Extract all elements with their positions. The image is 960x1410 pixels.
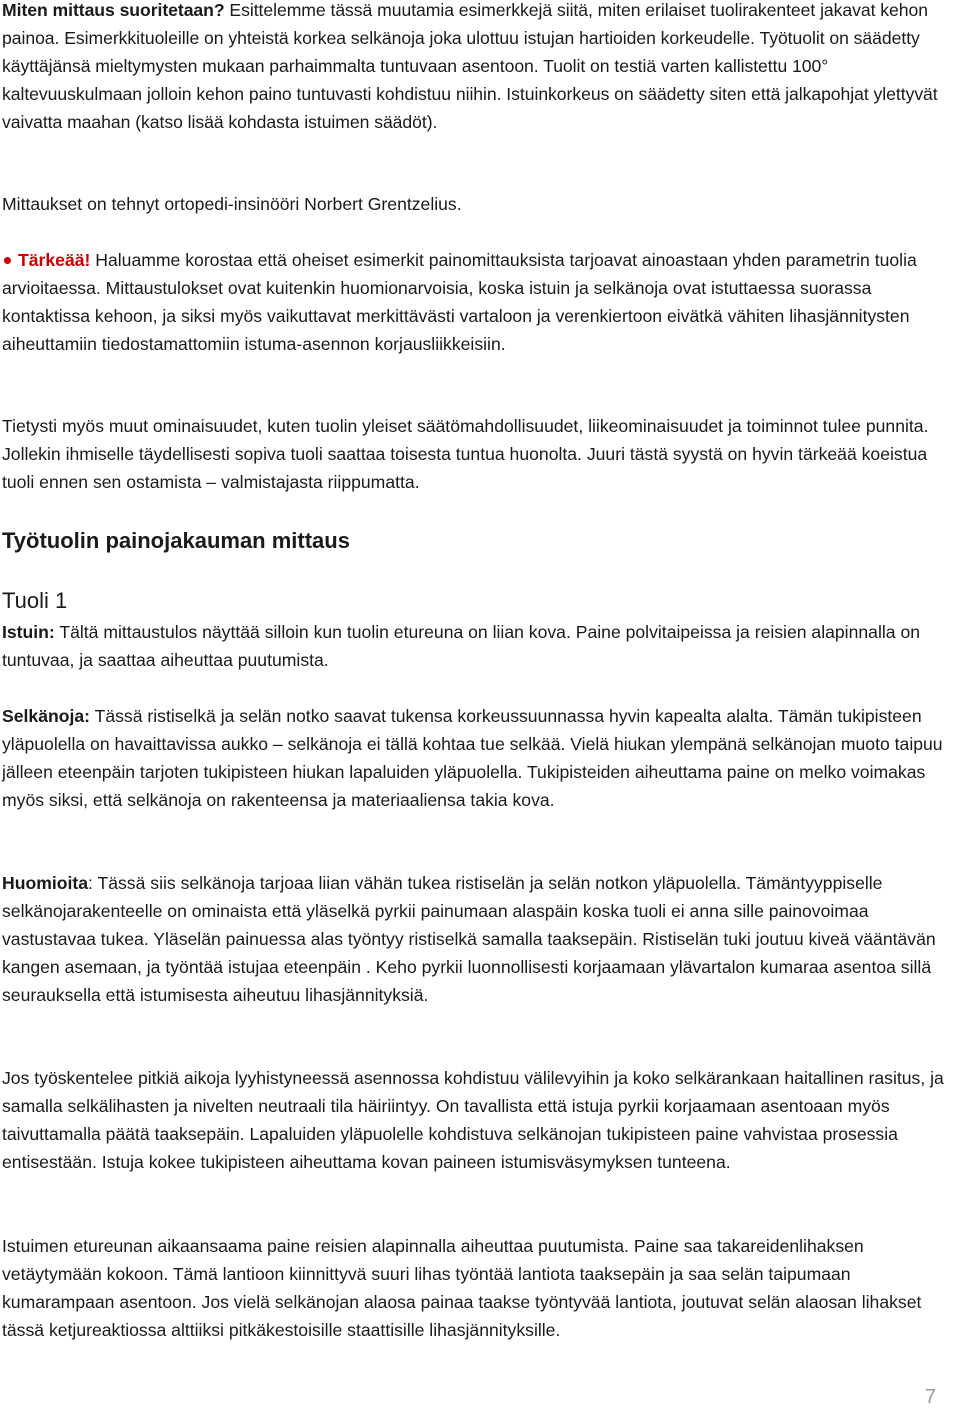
intro-text: Esittelemme tässä muutamia esimerkkejä siitä, miten erilaiset tuolirakenteet jakavat kehon painoa. Esimerkkituoleille on yhteistä korkea selkänoja joka ulottuu istujan hartioiden korkeudelle. Työtuolit on säädetty käyttäjänsä mieltymysten mukaan parhaimmalta tuntuvaan asentoon. Tuolit on testiä varten kallistettu 100° kaltevuuskulmaan jolloin kehon paino tuntuvasti kohdistuu niihin. Istuinkorkeus on säädetty siten että jalkapohjat ylettyvät vaivatta maahan (katso lisää kohdasta istuimen säädöt). (2, 0, 938, 133)
intro-heading: Miten mittaus suoritetaan? (2, 0, 225, 20)
seat-paragraph (2, 618, 957, 674)
remarks-paragraph (2, 869, 957, 1009)
seat-text: Tältä mittaustulos näyttää silloin kun tuolin etureuna on liian kova. Paine polvitaipeissa ja reisien alapinnalla on tuntuvaa, ja saattaa aiheuttaa puutumista. (2, 622, 921, 671)
front-edge-paragraph: Istuimen etureunan aikaansaama paine reisien alapinnalla aiheuttaa puutumista. Paine saa takareidenlihaksen vetäytymään kokoon. Tämä lantioon kiinnittyvä suuri lihas työntää lantiota taaksepäin ja saa selän taipumaan kumarampaan asentoon. Jos vielä selkänojan alaosa painaa taakse työntyvää lantiota, joutuvat selän alaosan lihakset tässä ketjureaktiossa alttiiksi pitkäkestoisille staattisille lihasjännityksille. (2, 1236, 922, 1341)
remarks-label: Huomioita (2, 873, 89, 893)
important-text: Haluamme korostaa että oheiset esimerkit painomittauksista tarjoavat ainoastaan yhden parametrin tuolia arvioitaessa. Mittaustulokset ovat kuitenkin huomionarvoisia, koska istuin ja selkänoja ovat istuttaessa suorassa kontaktissa kehoon, ja siksi myös vaikuttavat merkittävästi vartaloon ja verenkiertoon eivätkä vähiten lihasjännitysten aiheuttamiin tiedostamattomiin istuma-asennon korjausliikkeisiin. (2, 250, 917, 355)
page-number: 7 (924, 1386, 936, 1408)
intro-paragraph (2, 0, 957, 136)
other-features-paragraph: Tietysti myös muut ominaisuudet, kuten tuolin yleiset säätömahdollisuudet, liikeominaisuudet ja toiminnot tulee punnita. Jollekin ihmiselle täydellisesti sopiva tuoli saattaa toisesta tuntua huonolta. Juuri tästä syystä on hyvin tärkeää koeistua tuoli ennen sen ostamista – valmistajasta riippumatta. (2, 416, 929, 493)
measurer-note: Mittaukset on tehnyt ortopedi-insinööri Norbert Grentzelius. (2, 194, 462, 214)
remarks-text: : Tässä siis selkänoja tarjoaa liian vähän tukea ristiselän ja selän notkon yläpuolella. Tämäntyyppiselle selkänojarakenteelle on ominaista että yläselkä pyrkii painumaan alaspäin koska tuoli ei anna sille painovoimaa vastustavaa tukea. Yläselän painuessa alas työntyy ristiselkä samalla taaksepäin. Ristiselän tuki joutuu kiveä vääntävän kangen asemaan, ja työntää istujaa eteenpäin . Keho pyrkii luonnollisesti korjaamaan ylävartalon kumaraa asentoa sillä seurauksella että istumisesta aiheutuu lihasjännityksiä. (2, 873, 936, 1006)
important-paragraph (2, 246, 957, 358)
important-label: Tärkeää! (18, 250, 91, 270)
backrest-text: Tässä ristiselkä ja selän notko saavat tukensa korkeussuunnassa hyvin kapealta alalta. Tämän tukipisteen yläpuolella on havaittavissa aukko – selkänoja ei tällä kohtaa tue selkää. Vielä hiukan ylempänä selkänojan muoto taipuu jälleen eteenpäin tarjoten tukipisteen hiukan lapaluiden yläpuolella. Tukipisteiden aiheuttama paine on melko voimakas myös siksi, että selkänoja on rakenteensa ja materiaaliensa takia kova. (2, 706, 943, 811)
backrest-label: Selkänoja: (2, 706, 91, 726)
section-title: Työtuolin painojakauman mittaus (2, 528, 350, 553)
chair-title: Tuoli 1 (2, 588, 68, 613)
bullet-icon (4, 257, 11, 264)
work-posture-paragraph: Jos työskentelee pitkiä aikoja lyyhistyneessä asennossa kohdistuu välilevyihin ja koko selkärankaan haitallinen rasitus, ja samalla selkälihasten ja nivelten neutraali tila häiriintyy. On tavallista että istuja pyrkii korjaamaan asentoaan myös taivuttamalla päätä taaksepäin. Lapaluiden yläpuolelle kohdistuva selkänojan tukipisteen paine vahvistaa prosessia entisestään. Istuja kokee tukipisteen aiheuttama kovan paineen istumisväsymyksen tunteena. (2, 1068, 944, 1173)
seat-label: Istuin: (2, 622, 55, 642)
backrest-paragraph (2, 702, 957, 814)
